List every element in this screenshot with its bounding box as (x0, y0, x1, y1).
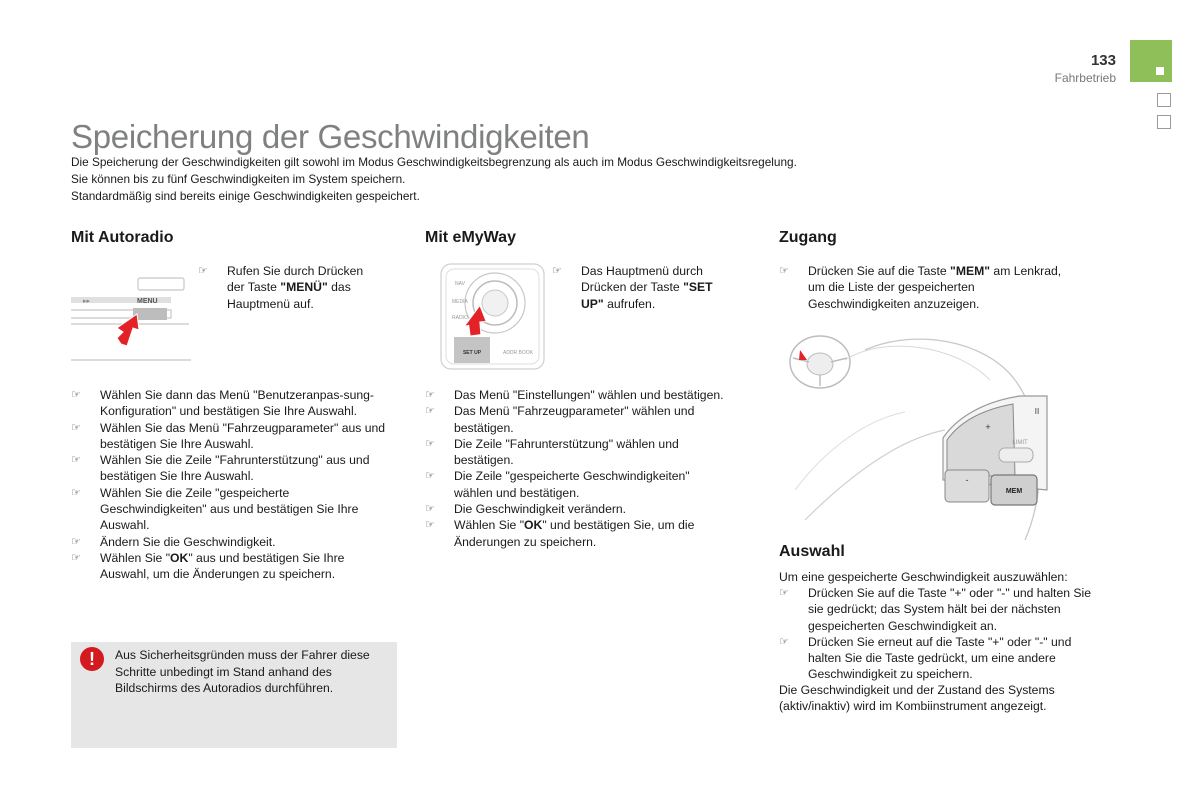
list-item: ☞ Das Hauptmenü durch Drücken der Taste "SET UP" aufrufen. (552, 264, 713, 311)
hand-pointer-icon: ☞ (779, 265, 789, 277)
hand-pointer-icon: ☞ (425, 437, 435, 450)
zugang-step1 (779, 263, 1079, 312)
selection-intro: Um eine gespeicherte Geschwindigkeit auszuwählen: (779, 570, 1068, 584)
page-title: Speicherung der Geschwindigkeiten (71, 118, 590, 155)
hand-pointer-icon: ☞ (425, 405, 435, 418)
hand-pointer-icon: ☞ (71, 421, 81, 434)
page-number: 133 (1090, 52, 1116, 69)
list-item: ☞ Wählen Sie dann das Menü "Benutzeranpas-sung-Konfiguration" und bestätigen Sie Ihre Auswahl. (71, 388, 374, 419)
limit-label: LIMIT (1012, 440, 1028, 446)
heading-emyway: Mit eMyWay (425, 229, 516, 246)
section-name: Fahrbetrieb (1054, 71, 1116, 85)
safety-warning-box (71, 642, 397, 748)
hand-pointer-icon: ☞ (779, 635, 789, 648)
media-label: MEDIA (452, 299, 468, 305)
list-item: ☞ Das Menü "Fahrzeugparameter" wählen und bestätigen. (425, 404, 695, 435)
skip-label: ▸▸ (83, 298, 91, 305)
list-item: ☞ Die Geschwindigkeit verändern. (425, 502, 627, 517)
chapter-tab (1157, 93, 1171, 107)
hand-pointer-icon: ☞ (779, 587, 789, 599)
radio-label: RADIO (452, 315, 468, 321)
list-item: ☞ Wählen Sie das Menü "Fahrzeugparameter" aus und bestätigen Sie Ihre Auswahl. (71, 420, 386, 451)
intro-line: Sie können bis zu fünf Geschwindigkeiten im System speichern. (71, 172, 406, 186)
hand-pointer-icon: ☞ (71, 551, 81, 564)
hand-pointer-icon: ☞ (198, 265, 208, 277)
warning-icon: ! (80, 647, 104, 671)
addr-label: ADDR BOOK (502, 350, 534, 356)
list-item: ☞ Drücken Sie auf die Taste "MEM" am Lenkrad, um die Liste der gespeicherten Geschwindigkeiten anzuzeigen. (779, 264, 1062, 311)
hand-pointer-icon: ☞ (425, 503, 435, 516)
intro-text (71, 154, 797, 205)
plus-label: + (985, 422, 991, 432)
autoradio-menu-illustration (71, 272, 191, 372)
list-item: ☞ Ändern Sie die Geschwindigkeit. (71, 534, 276, 549)
heading-autoradio: Mit Autoradio (71, 229, 174, 246)
hand-pointer-icon: ☞ (71, 389, 81, 401)
heading-auswahl: Auswahl (779, 543, 845, 560)
hand-pointer-icon: ☞ (425, 389, 435, 401)
list-item: ☞ Wählen Sie die Zeile "Fahrunterstützung" aus und bestätigen Sie Ihre Auswahl. (71, 453, 370, 484)
emyway-setup-illustration (440, 263, 545, 370)
emyway-step1 (552, 263, 732, 312)
list-item: ☞ Die Zeile "Fahrunterstützung" wählen und bestätigen. (425, 436, 679, 468)
hand-pointer-icon: ☞ (552, 265, 562, 277)
list-item: ☞ Die Zeile "gespeicherte Geschwindigkeiten" wählen und bestätigen. (425, 469, 690, 500)
minus-label: - (965, 475, 969, 485)
list-item: ☞ Wählen Sie "OK" aus und bestätigen Sie Ihre Auswahl, um die Änderungen zu speichern. (71, 550, 345, 582)
menu-label: MENU (137, 298, 158, 305)
intro-line: Die Speicherung der Geschwindigkeiten gilt sowohl im Modus Geschwindigkeitsbegrenzung als auch im Modus Geschwindigkeitsregelung. (71, 155, 797, 169)
list-item: ☞ Das Menü "Einstellungen" wählen und bestätigen. (425, 388, 724, 402)
list-item: ☞ Drücken Sie auf die Taste "+" oder "-" und halten Sie sie gedrückt; das System hält bei der nächsten gespeicherten Geschwindigkeit an. (779, 586, 1092, 633)
autoradio-step1 (198, 263, 383, 312)
list-item: ☞ Drücken Sie erneut auf die Taste "+" oder "-" und halten Sie die Taste gedrückt, um eine andere Geschwindigkeit zu speichern. (779, 634, 1072, 682)
heading-zugang: Zugang (779, 229, 837, 246)
autoradio-steps (71, 387, 393, 583)
selection-steps (779, 585, 1099, 683)
hand-pointer-icon: ☞ (71, 454, 81, 467)
nav-label: NAV (455, 281, 465, 287)
steering-wheel-mem-illustration (785, 320, 1070, 545)
emyway-steps (425, 387, 725, 550)
setup-label: SET UP (462, 350, 482, 356)
list-item: ☞ Wählen Sie die Zeile "gespeicherte Geschwindigkeiten" aus und bestätigen Sie Ihre Auswahl. (71, 485, 359, 533)
tab-marker-icon (1156, 67, 1164, 75)
closing-text: Die Geschwindigkeit und der Zustand des Systems (aktiv/inaktiv) wird im Kombiinstrument angezeigt. (779, 683, 1055, 714)
chapter-tab (1157, 115, 1171, 129)
hand-pointer-icon: ☞ (71, 486, 81, 499)
hand-pointer-icon: ☞ (425, 470, 435, 483)
list-item: ☞ Wählen Sie "OK" und bestätigen Sie, um die Änderungen zu speichern. (425, 518, 695, 549)
list-item: ☞ Rufen Sie durch Drücken der Taste "MENÜ" das Hauptmenü auf. (198, 264, 364, 311)
warning-text: Aus Sicherheitsgründen muss der Fahrer diese Schritte unbedingt im Stand anhand des Bildschirms des Autoradios durchführen. (115, 648, 370, 695)
hand-pointer-icon: ☞ (425, 519, 435, 532)
pause-label: II (1034, 407, 1040, 416)
hand-pointer-icon: ☞ (71, 535, 81, 548)
mem-label: MEM (1005, 488, 1023, 495)
chapter-tab-active (1130, 40, 1172, 82)
intro-line: Standardmäßig sind bereits einige Geschwindigkeiten gespeichert. (71, 189, 420, 203)
